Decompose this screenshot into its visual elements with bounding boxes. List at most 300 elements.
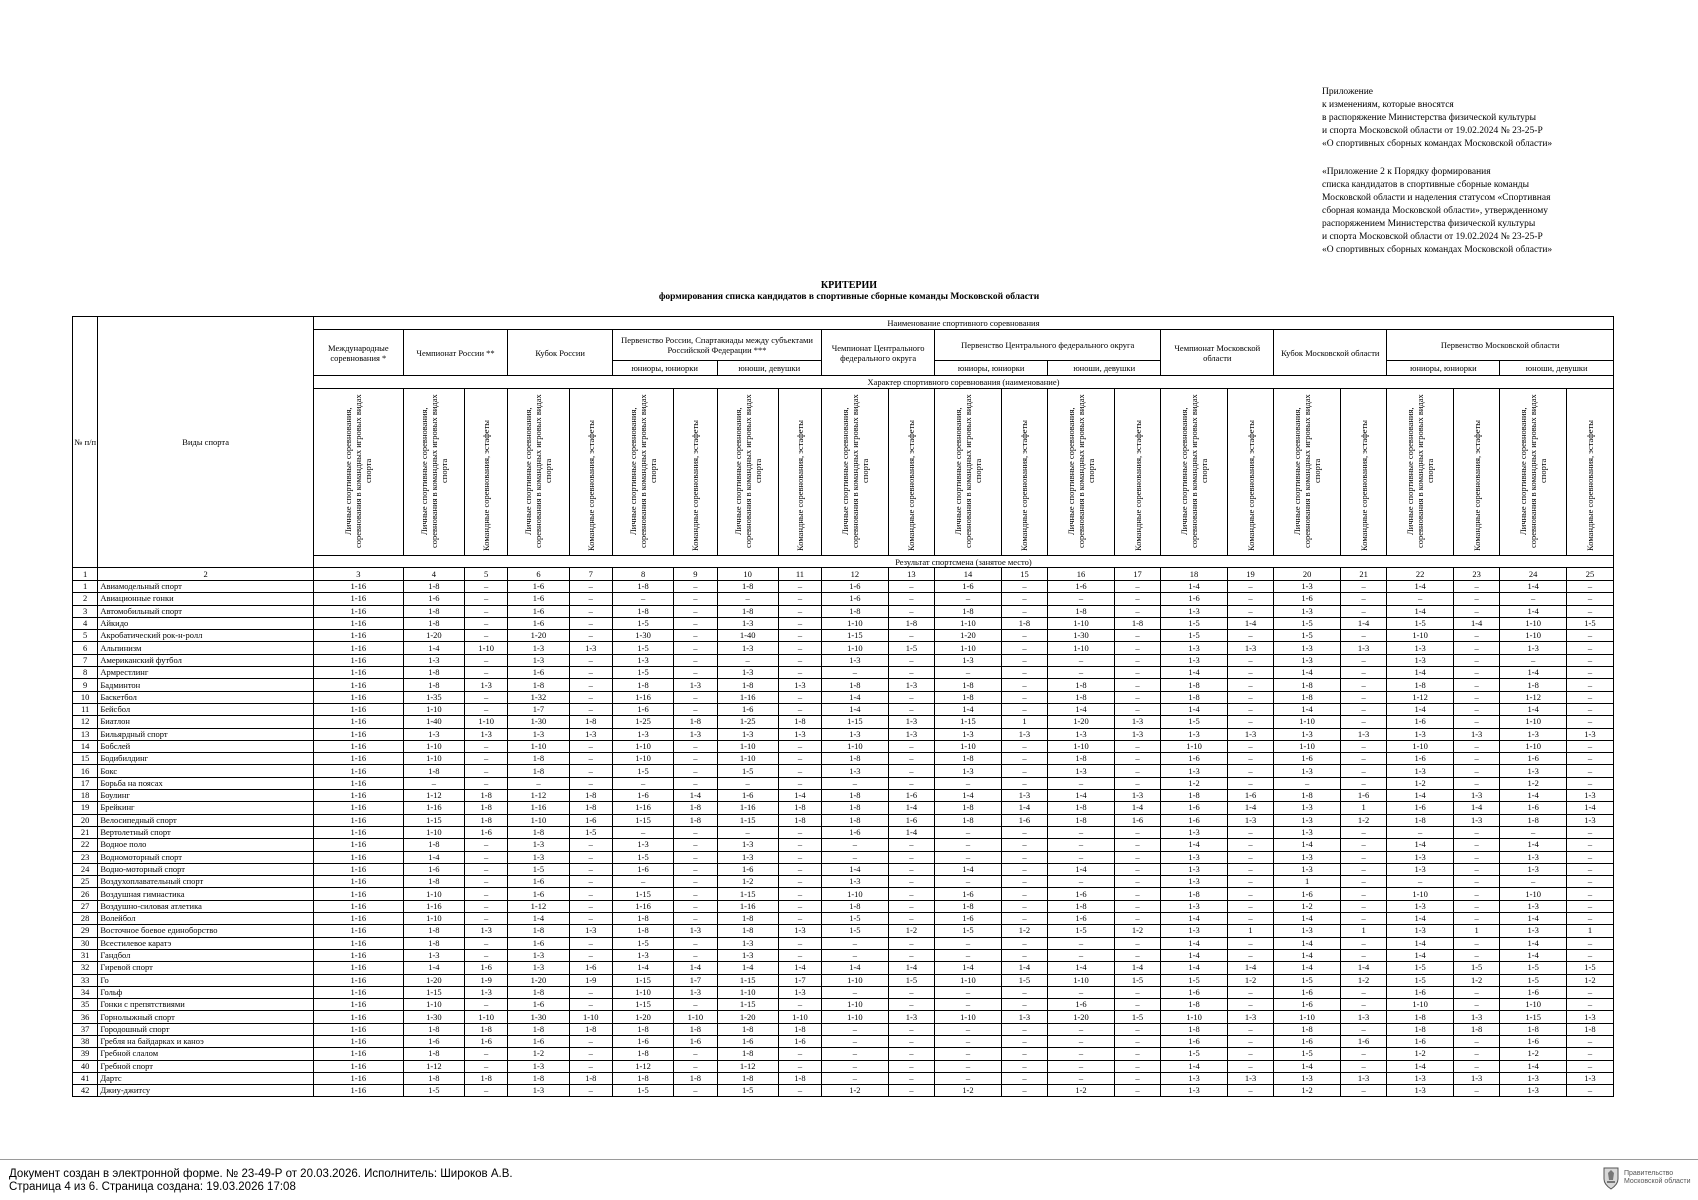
result-cell: 1-16 bbox=[403, 900, 464, 912]
result-cell: 1-16 bbox=[313, 581, 403, 593]
result-cell: 1-6 bbox=[1500, 1035, 1567, 1047]
result-cell: – bbox=[822, 1060, 889, 1072]
result-cell: 1-4 bbox=[1500, 1060, 1567, 1072]
result-cell: 1-6 bbox=[569, 814, 612, 826]
result-cell: – bbox=[778, 753, 821, 765]
result-cell: 1-15 bbox=[717, 888, 778, 900]
result-cell: – bbox=[1114, 1060, 1160, 1072]
row-number: 31 bbox=[73, 949, 98, 961]
result-cell: – bbox=[465, 913, 508, 925]
sport-name: Волейбол bbox=[98, 913, 314, 925]
result-cell: 1-2 bbox=[717, 876, 778, 888]
table-row bbox=[73, 605, 1614, 617]
result-cell: – bbox=[674, 581, 717, 593]
result-cell: 1-5 bbox=[612, 667, 673, 679]
result-cell: – bbox=[1227, 913, 1273, 925]
result-cell: – bbox=[465, 839, 508, 851]
result-cell: – bbox=[1227, 667, 1273, 679]
result-cell: 1-3 bbox=[935, 765, 1002, 777]
sport-name: Бильярдный спорт bbox=[98, 728, 314, 740]
result-cell: 1-8 bbox=[1161, 691, 1228, 703]
result-cell: – bbox=[465, 949, 508, 961]
char-label: Личные спортивные соревнования, соревнования в командных игровых видах спорта bbox=[1065, 394, 1096, 548]
row-number: 22 bbox=[73, 839, 98, 851]
table-row bbox=[73, 728, 1614, 740]
result-cell: 1-10 bbox=[717, 753, 778, 765]
row-number: 18 bbox=[73, 790, 98, 802]
result-cell: 1-10 bbox=[1048, 974, 1115, 986]
result-cell: 1-10 bbox=[822, 974, 889, 986]
result-cell: – bbox=[1566, 703, 1613, 715]
result-cell: 1-6 bbox=[935, 888, 1002, 900]
result-cell: – bbox=[1387, 593, 1454, 605]
result-cell: 1-30 bbox=[508, 1011, 569, 1023]
result-cell: 1-3 bbox=[1274, 851, 1341, 863]
result-cell: – bbox=[1566, 913, 1613, 925]
result-cell: 1-10 bbox=[1500, 740, 1567, 752]
result-cell: – bbox=[1453, 839, 1499, 851]
result-cell: 1-8 bbox=[717, 1023, 778, 1035]
result-cell: – bbox=[935, 999, 1002, 1011]
result-cell: 1-20 bbox=[403, 630, 464, 642]
result-cell: 1-25 bbox=[612, 716, 673, 728]
competition-name-header: Наименование спортивного соревнования bbox=[313, 317, 1613, 330]
result-cell: – bbox=[1227, 593, 1273, 605]
table-row bbox=[73, 740, 1614, 752]
char-personal-cell bbox=[612, 389, 673, 556]
result-cell: 1-10 bbox=[612, 986, 673, 998]
sport-name: Го bbox=[98, 974, 314, 986]
result-cell: 1-8 bbox=[778, 716, 821, 728]
char-label: Командные соревнования, эстафеты bbox=[585, 420, 596, 551]
result-cell: – bbox=[1340, 703, 1386, 715]
sport-name: Авиамодельный спорт bbox=[98, 581, 314, 593]
result-cell: – bbox=[822, 667, 889, 679]
result-cell: 1-6 bbox=[1387, 716, 1454, 728]
char-label: Командные соревнования, эстафеты bbox=[1132, 420, 1143, 551]
result-cell: 1-16 bbox=[313, 949, 403, 961]
result-cell: – bbox=[1227, 949, 1273, 961]
table-row bbox=[73, 1023, 1614, 1035]
result-cell: – bbox=[674, 642, 717, 654]
result-cell: 1-6 bbox=[1500, 753, 1567, 765]
table-row bbox=[73, 642, 1614, 654]
result-cell: – bbox=[717, 593, 778, 605]
result-cell: – bbox=[403, 777, 464, 789]
result-cell: 1-6 bbox=[1500, 986, 1567, 998]
result-cell: – bbox=[1227, 863, 1273, 875]
result-cell: 1-3 bbox=[717, 728, 778, 740]
result-cell: 1-16 bbox=[313, 642, 403, 654]
sport-name: Дартс bbox=[98, 1072, 314, 1084]
result-cell: 1-8 bbox=[1048, 900, 1115, 912]
result-cell: – bbox=[1453, 876, 1499, 888]
result-cell: – bbox=[612, 826, 673, 838]
result-cell: 1-6 bbox=[1161, 814, 1228, 826]
result-cell: – bbox=[888, 654, 934, 666]
result-cell: 1-6 bbox=[1340, 1035, 1386, 1047]
result-cell: – bbox=[888, 839, 934, 851]
result-cell: 1-3 bbox=[1001, 790, 1047, 802]
result-cell: 1-5 bbox=[1566, 617, 1613, 629]
result-cell: 1-3 bbox=[778, 925, 821, 937]
result-cell: 1 bbox=[1340, 925, 1386, 937]
result-cell: 1-5 bbox=[612, 1085, 673, 1097]
result-cell: – bbox=[508, 777, 569, 789]
result-cell: 1-8 bbox=[1048, 753, 1115, 765]
result-cell: 1-10 bbox=[569, 1011, 612, 1023]
result-cell: 1-4 bbox=[1387, 1060, 1454, 1072]
result-cell: 1-8 bbox=[403, 581, 464, 593]
result-cell: – bbox=[1566, 1048, 1613, 1060]
result-cell: 1-6 bbox=[888, 814, 934, 826]
result-cell: 1-15 bbox=[403, 986, 464, 998]
result-cell: 1-3 bbox=[822, 728, 889, 740]
result-cell: 1-5 bbox=[403, 1085, 464, 1097]
result-cell: 1-16 bbox=[313, 777, 403, 789]
result-cell: 1-10 bbox=[935, 617, 1002, 629]
result-cell: – bbox=[1227, 740, 1273, 752]
result-cell: 1-20 bbox=[1048, 716, 1115, 728]
result-cell: 1-16 bbox=[313, 1035, 403, 1047]
result-cell: 1-8 bbox=[403, 765, 464, 777]
result-cell: 1-10 bbox=[935, 974, 1002, 986]
column-number: 16 bbox=[1048, 568, 1115, 581]
result-cell: 1-4 bbox=[612, 962, 673, 974]
result-cell: – bbox=[1048, 777, 1115, 789]
result-cell: 1-8 bbox=[403, 667, 464, 679]
result-cell: 1-40 bbox=[717, 630, 778, 642]
result-cell: – bbox=[1566, 654, 1613, 666]
result-cell: 1-15 bbox=[612, 814, 673, 826]
result-cell: 1-3 bbox=[1274, 581, 1341, 593]
result-cell: 1-4 bbox=[935, 790, 1002, 802]
criteria-table-wrapper bbox=[72, 316, 1614, 1097]
result-cell: 1-3 bbox=[1453, 1072, 1499, 1084]
result-cell: 1-4 bbox=[1500, 605, 1567, 617]
result-cell: 1-3 bbox=[1387, 654, 1454, 666]
result-cell: 1-16 bbox=[313, 876, 403, 888]
column-number: 13 bbox=[888, 568, 934, 581]
result-cell: 1-3 bbox=[1274, 814, 1341, 826]
table-row bbox=[73, 1085, 1614, 1097]
result-cell: 1-30 bbox=[612, 630, 673, 642]
result-cell: 1-16 bbox=[717, 691, 778, 703]
sport-name: Гребной спорт bbox=[98, 1060, 314, 1072]
result-cell: 1-6 bbox=[1500, 802, 1567, 814]
char-label: Личные спортивные соревнования, соревнования в командных игровых видах спорта bbox=[343, 394, 374, 548]
result-cell: – bbox=[1227, 716, 1273, 728]
result-cell: 1-8 bbox=[1274, 1023, 1341, 1035]
group-first-rus: Первенство России, Спартакиады между субъектами Российской Федерации *** bbox=[612, 330, 821, 361]
result-cell: 1-3 bbox=[1500, 863, 1567, 875]
result-cell: – bbox=[1114, 949, 1160, 961]
result-cell: 1-16 bbox=[313, 863, 403, 875]
result-cell: 1-4 bbox=[888, 802, 934, 814]
result-cell: 1-30 bbox=[508, 716, 569, 728]
row-number: 9 bbox=[73, 679, 98, 691]
result-cell: 1-8 bbox=[403, 679, 464, 691]
result-cell: – bbox=[1227, 630, 1273, 642]
result-cell: 1-4 bbox=[1114, 962, 1160, 974]
result-cell: – bbox=[1453, 888, 1499, 900]
result-cell: 1-3 bbox=[1340, 1011, 1386, 1023]
result-cell: 1-3 bbox=[465, 925, 508, 937]
result-cell: 1-10 bbox=[465, 716, 508, 728]
result-cell: 1-16 bbox=[313, 605, 403, 617]
result-cell: 1-8 bbox=[935, 605, 1002, 617]
result-cell: 1-10 bbox=[403, 913, 464, 925]
result-cell: 1-40 bbox=[403, 716, 464, 728]
char-personal-cell bbox=[1274, 389, 1341, 556]
table-row bbox=[73, 667, 1614, 679]
result-cell: – bbox=[935, 1023, 1002, 1035]
char-personal-cell bbox=[1387, 389, 1454, 556]
result-cell: 1-8 bbox=[569, 1072, 612, 1084]
result-cell: 1-3 bbox=[822, 654, 889, 666]
result-cell: – bbox=[1453, 642, 1499, 654]
result-cell: 1-10 bbox=[1274, 740, 1341, 752]
result-cell: – bbox=[935, 937, 1002, 949]
column-number: 9 bbox=[674, 568, 717, 581]
result-cell: – bbox=[1340, 900, 1386, 912]
result-cell: 1-3 bbox=[569, 728, 612, 740]
result-cell: 1-3 bbox=[612, 839, 673, 851]
sport-name: Брейкинг bbox=[98, 802, 314, 814]
table-row bbox=[73, 974, 1614, 986]
result-cell: 1-10 bbox=[935, 642, 1002, 654]
result-cell: 1-16 bbox=[313, 1085, 403, 1097]
result-cell: 1 bbox=[1227, 925, 1273, 937]
row-number: 12 bbox=[73, 716, 98, 728]
result-cell: 1-3 bbox=[1500, 1072, 1567, 1084]
result-cell: – bbox=[1453, 913, 1499, 925]
result-cell: – bbox=[569, 986, 612, 998]
result-cell: – bbox=[778, 691, 821, 703]
result-cell: – bbox=[674, 839, 717, 851]
table-row bbox=[73, 999, 1614, 1011]
result-cell: 1-10 bbox=[822, 642, 889, 654]
group-ch-cfo: Чемпионат Центрального федерального округа bbox=[822, 330, 935, 376]
result-cell: 1-5 bbox=[888, 642, 934, 654]
result-cell: – bbox=[1340, 605, 1386, 617]
result-cell: 1-10 bbox=[465, 1011, 508, 1023]
result-cell: – bbox=[1114, 654, 1160, 666]
result-cell: 1-5 bbox=[822, 913, 889, 925]
result-cell: – bbox=[778, 642, 821, 654]
result-cell: 1-4 bbox=[1048, 962, 1115, 974]
char-personal-cell bbox=[717, 389, 778, 556]
result-cell: 1-6 bbox=[612, 1035, 673, 1047]
result-cell: 1-10 bbox=[1048, 740, 1115, 752]
result-cell: 1-3 bbox=[1227, 1072, 1273, 1084]
result-cell: 1-6 bbox=[508, 605, 569, 617]
result-cell: 1-3 bbox=[1161, 876, 1228, 888]
result-cell: 1-4 bbox=[1274, 1060, 1341, 1072]
result-cell: – bbox=[1001, 986, 1047, 998]
result-cell: 1-6 bbox=[1387, 753, 1454, 765]
result-cell: 1-3 bbox=[508, 1085, 569, 1097]
footer-line-1: Документ создан в электронной форме. № 23-49-Р от 20.03.2026. Исполнитель: Широков А.В. bbox=[9, 1168, 513, 1180]
result-cell: 1-3 bbox=[1227, 1011, 1273, 1023]
result-cell: 1-8 bbox=[1387, 1023, 1454, 1035]
result-cell: – bbox=[822, 777, 889, 789]
result-cell: – bbox=[1048, 876, 1115, 888]
row-number: 11 bbox=[73, 703, 98, 715]
table-row bbox=[73, 617, 1614, 629]
result-cell: 1-4 bbox=[1500, 703, 1567, 715]
result-cell: 1-6 bbox=[1048, 999, 1115, 1011]
result-cell: 1-8 bbox=[717, 1072, 778, 1084]
result-cell: 1-8 bbox=[778, 814, 821, 826]
result-cell: – bbox=[1001, 593, 1047, 605]
result-cell: – bbox=[778, 765, 821, 777]
result-cell: 1-8 bbox=[1387, 679, 1454, 691]
row-number: 36 bbox=[73, 1011, 98, 1023]
result-cell: 1-10 bbox=[1500, 716, 1567, 728]
sport-name: Воздушно-силовая атлетика bbox=[98, 900, 314, 912]
result-cell: 1-3 bbox=[1161, 863, 1228, 875]
result-cell: 1-3 bbox=[1453, 1011, 1499, 1023]
result-cell: – bbox=[1453, 777, 1499, 789]
result-cell: – bbox=[1340, 667, 1386, 679]
result-cell: – bbox=[1340, 654, 1386, 666]
result-cell: 1-3 bbox=[1161, 765, 1228, 777]
result-cell: 1-3 bbox=[1387, 851, 1454, 863]
result-cell: 1-5 bbox=[1500, 962, 1567, 974]
result-cell: – bbox=[935, 851, 1002, 863]
result-cell: 1-3 bbox=[1453, 814, 1499, 826]
result-cell: – bbox=[674, 605, 717, 617]
result-cell: 1-8 bbox=[1387, 814, 1454, 826]
result-cell: – bbox=[1114, 1023, 1160, 1035]
result-cell: 1-6 bbox=[403, 593, 464, 605]
result-cell: 1-3 bbox=[1274, 863, 1341, 875]
result-cell: 1-16 bbox=[313, 851, 403, 863]
age-juniors: юниоры, юниорки bbox=[612, 361, 717, 376]
result-cell: 1-16 bbox=[313, 986, 403, 998]
result-cell: – bbox=[1453, 863, 1499, 875]
result-cell: – bbox=[1566, 1035, 1613, 1047]
result-cell: 1-4 bbox=[403, 642, 464, 654]
result-cell: – bbox=[1566, 851, 1613, 863]
row-number: 41 bbox=[73, 1072, 98, 1084]
result-cell: 1-5 bbox=[1161, 630, 1228, 642]
char-label: Личные спортивные соревнования, соревнования в командных игровых видах спорта bbox=[1405, 394, 1436, 548]
column-number: 11 bbox=[778, 568, 821, 581]
result-cell: – bbox=[465, 900, 508, 912]
result-cell: 1-10 bbox=[1387, 740, 1454, 752]
result-cell: 1-10 bbox=[1048, 617, 1115, 629]
result-cell: – bbox=[1114, 765, 1160, 777]
result-cell: – bbox=[1453, 949, 1499, 961]
result-cell: 1-3 bbox=[822, 765, 889, 777]
result-cell: 1-16 bbox=[313, 913, 403, 925]
row-number: 2 bbox=[73, 593, 98, 605]
result-cell: – bbox=[935, 1072, 1002, 1084]
result-cell: – bbox=[1566, 949, 1613, 961]
result-cell: 1-8 bbox=[717, 925, 778, 937]
result-cell: 1-6 bbox=[403, 1035, 464, 1047]
result-cell: – bbox=[1114, 913, 1160, 925]
result-cell: – bbox=[778, 826, 821, 838]
result-cell: 1-4 bbox=[778, 962, 821, 974]
result-cell: 1-10 bbox=[822, 999, 889, 1011]
result-cell: – bbox=[1227, 679, 1273, 691]
result-cell: 1-10 bbox=[1161, 740, 1228, 752]
result-cell: – bbox=[569, 617, 612, 629]
result-cell: 1-3 bbox=[403, 728, 464, 740]
result-cell: 1-5 bbox=[612, 642, 673, 654]
result-cell: 1-8 bbox=[822, 605, 889, 617]
result-cell: 1-8 bbox=[1274, 790, 1341, 802]
table-row bbox=[73, 839, 1614, 851]
row-number: 27 bbox=[73, 900, 98, 912]
sport-name: Биатлон bbox=[98, 716, 314, 728]
result-cell: 1-3 bbox=[674, 728, 717, 740]
sport-name: Бадминтон bbox=[98, 679, 314, 691]
result-cell: – bbox=[1227, 765, 1273, 777]
result-cell: 1-3 bbox=[1227, 814, 1273, 826]
result-cell: 1-3 bbox=[1566, 1072, 1613, 1084]
result-cell: 1-8 bbox=[1161, 888, 1228, 900]
result-cell: 1-16 bbox=[508, 802, 569, 814]
result-header: Результат спортсмена (занятое место) bbox=[313, 556, 1613, 568]
result-cell: 1-15 bbox=[612, 974, 673, 986]
result-cell: 1-16 bbox=[313, 691, 403, 703]
result-cell: – bbox=[1001, 888, 1047, 900]
result-cell: – bbox=[1001, 667, 1047, 679]
result-cell: 1-3 bbox=[465, 728, 508, 740]
result-cell: – bbox=[1114, 593, 1160, 605]
result-cell: 1-8 bbox=[403, 1048, 464, 1060]
result-cell: – bbox=[1227, 986, 1273, 998]
result-cell: 1-3 bbox=[1274, 605, 1341, 617]
result-cell: – bbox=[1114, 888, 1160, 900]
result-cell: – bbox=[1227, 753, 1273, 765]
result-cell: 1-8 bbox=[508, 765, 569, 777]
result-cell: 1-3 bbox=[674, 925, 717, 937]
result-cell: – bbox=[569, 703, 612, 715]
result-cell: 1-3 bbox=[403, 654, 464, 666]
result-cell: – bbox=[1001, 777, 1047, 789]
result-cell: 1-5 bbox=[1274, 617, 1341, 629]
result-cell: – bbox=[674, 863, 717, 875]
table-row bbox=[73, 691, 1614, 703]
sport-name: Автомобильный спорт bbox=[98, 605, 314, 617]
char-personal-cell bbox=[822, 389, 889, 556]
result-cell: – bbox=[569, 1035, 612, 1047]
result-cell: 1-3 bbox=[1566, 728, 1613, 740]
result-cell: – bbox=[888, 605, 934, 617]
sport-name: Баскетбол bbox=[98, 691, 314, 703]
result-cell: 1-3 bbox=[1340, 728, 1386, 740]
result-cell: – bbox=[569, 593, 612, 605]
result-cell: 1-8 bbox=[508, 826, 569, 838]
sport-name: Гиревой спорт bbox=[98, 962, 314, 974]
result-cell: – bbox=[465, 605, 508, 617]
result-cell: – bbox=[569, 777, 612, 789]
table-row bbox=[73, 1060, 1614, 1072]
result-cell: 1-3 bbox=[778, 679, 821, 691]
result-cell: 1-8 bbox=[1048, 814, 1115, 826]
group-first-cfo: Первенство Центрального федерального округа bbox=[935, 330, 1161, 361]
result-cell: 1-3 bbox=[1048, 765, 1115, 777]
result-cell: – bbox=[888, 851, 934, 863]
criteria-table bbox=[72, 316, 1614, 1097]
result-cell: 1-5 bbox=[1387, 962, 1454, 974]
result-cell: 1-2 bbox=[1274, 1085, 1341, 1097]
